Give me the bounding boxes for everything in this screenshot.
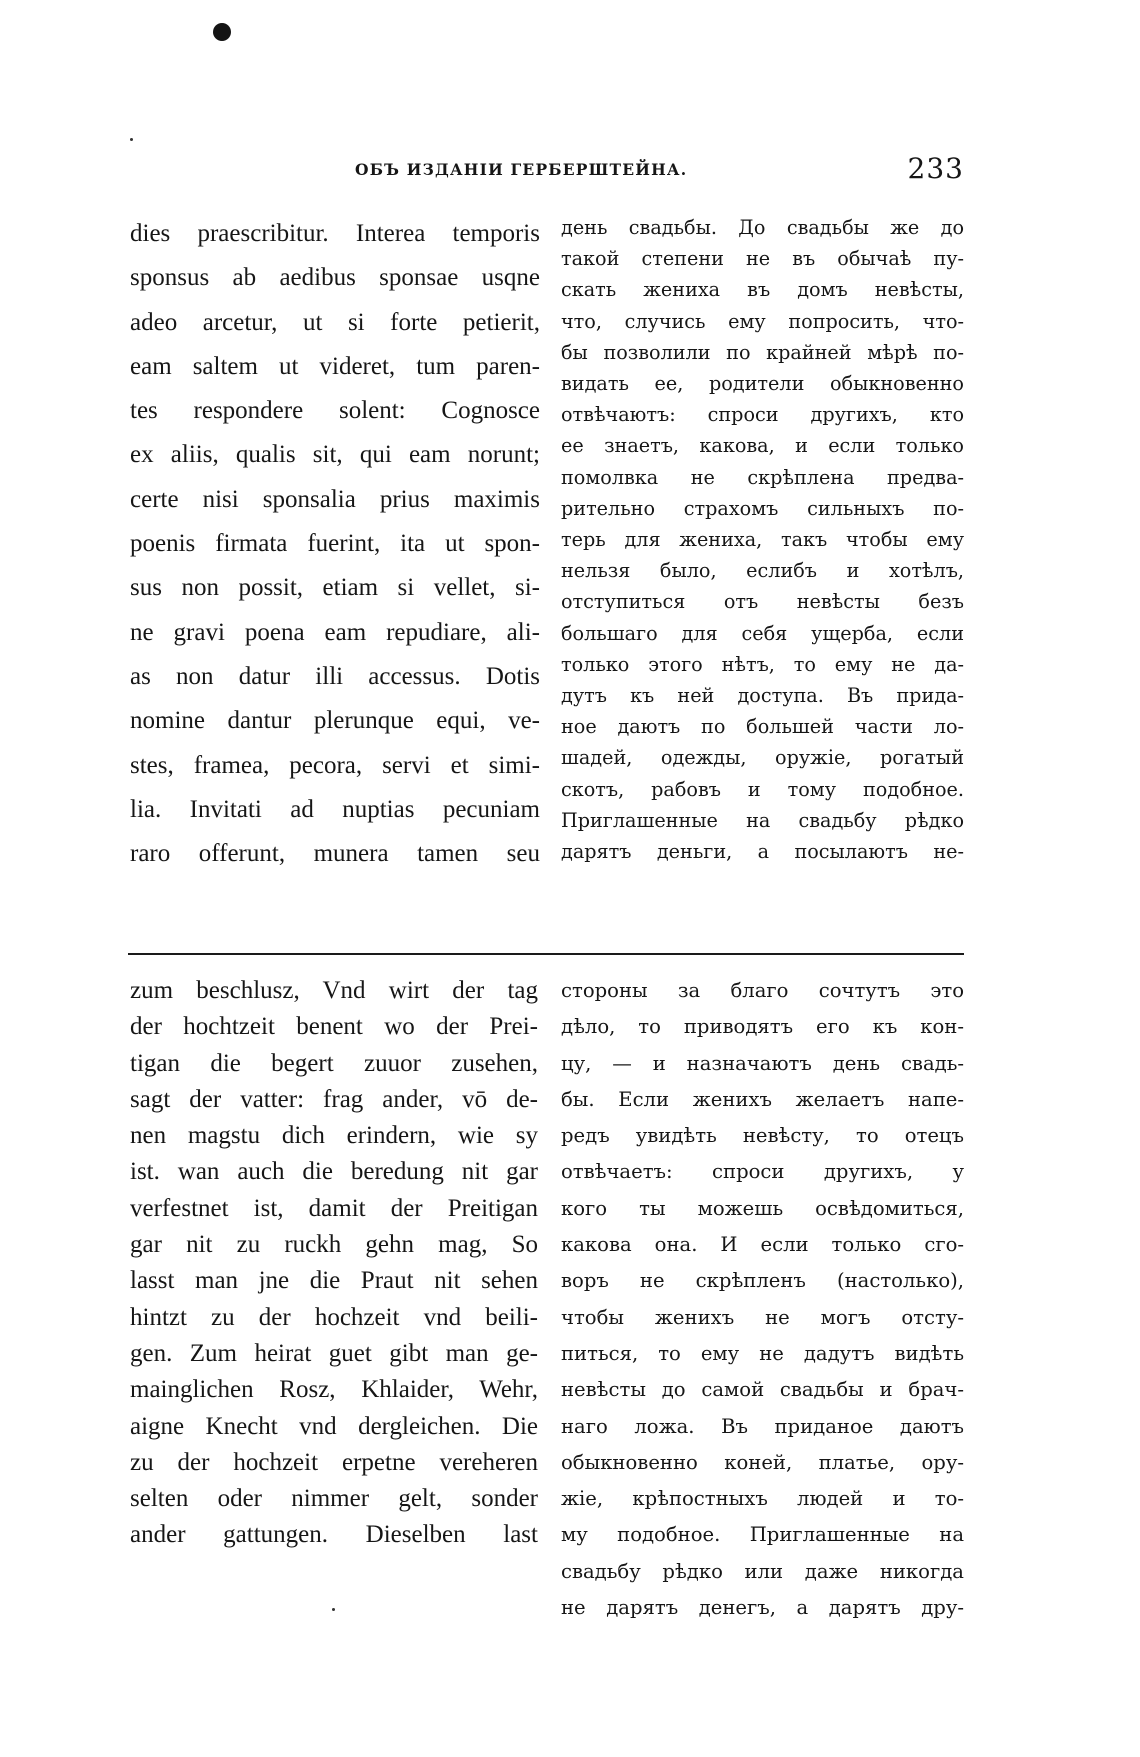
text-line: терь для жениха, такъ чтобы ему	[561, 528, 964, 552]
text-line: ex aliis, qualis sit, qui eam norunt;	[130, 441, 540, 469]
text-line: отступиться отъ невѣсты безъ	[561, 590, 964, 614]
text-line: не дарятъ денегъ, а дарятъ дру-	[561, 1596, 964, 1620]
text-line: nen magstu dich erindern, wie sy	[130, 1122, 538, 1150]
text-line: только этого нѣтъ, то ему не да-	[561, 652, 964, 676]
ink-speck	[130, 138, 133, 141]
text-line: бы позволили по крайней мѣрѣ по-	[561, 340, 964, 364]
text-line: verfestnet ist, damit der Preitigan	[130, 1194, 538, 1222]
text-line: poenis firmata fuerint, ita ut spon-	[130, 530, 540, 558]
russian-translation-bottom-column	[561, 973, 964, 1626]
text-line: наго ложа. Въ приданое даютъ	[561, 1414, 964, 1438]
text-line: aigne Knecht vnd dergleichen. Die	[130, 1412, 538, 1440]
text-line: отвѣчаетъ: спроси другихъ, у	[561, 1160, 964, 1184]
text-line: ее знаетъ, какова, и если только	[561, 434, 964, 458]
text-line: му подобное. Приглашенные на	[561, 1523, 964, 1547]
text-line: дѣло, то приводятъ его къ кон-	[561, 1015, 964, 1039]
latin-column	[130, 212, 540, 876]
running-title: ОБЪ ИЗДАНІИ ГЕРБЕРШТЕЙНА.	[355, 160, 688, 179]
text-line: бы. Если женихъ желаетъ напе-	[561, 1087, 964, 1111]
text-line: питься, то ему не дадутъ видѣть	[561, 1341, 964, 1365]
text-line: ное даютъ по большей части ло-	[561, 715, 964, 739]
text-line: certe nisi sponsalia prius maximis	[130, 485, 540, 513]
text-line: dies praescribitur. Interea temporis	[130, 220, 540, 247]
text-line: raro offerunt, munera tamen seu	[130, 840, 540, 868]
text-line: скать жениха въ домъ невѣсты,	[561, 278, 964, 302]
text-line: стороны за благо сочтутъ это	[561, 979, 964, 1002]
text-line: sponsus ab aedibus sponsae usqne	[130, 264, 540, 292]
text-line: какова она. И если только сго-	[561, 1233, 964, 1257]
text-line: такой степени не въ обычаѣ пу-	[561, 247, 964, 271]
text-line: adeo arcetur, ut si forte petierit,	[130, 308, 540, 336]
text-line: nomine dantur plerunque equi, ve-	[130, 707, 540, 735]
text-line: большаго для себя ущерба, если	[561, 621, 964, 645]
text-line: редъ увидѣть невѣсту, то отецъ	[561, 1124, 964, 1148]
text-line: скотъ, рабовъ и тому подобное.	[561, 777, 964, 801]
text-line: шадей, одежды, оружіе, рогатый	[561, 746, 964, 770]
text-line: жіе, крѣпостныхъ людей и то-	[561, 1487, 964, 1511]
text-line: обыкновенно коней, платье, ору-	[561, 1450, 964, 1474]
text-line: нельзя было, еслибъ и хотѣлъ,	[561, 559, 964, 583]
ink-blot	[213, 23, 231, 41]
text-line: чтобы женихъ не могъ отсту-	[561, 1305, 964, 1329]
page-header	[128, 150, 964, 190]
section-divider	[128, 953, 964, 955]
text-line: sus non possit, etiam si vellet, si-	[130, 574, 540, 602]
german-column	[130, 973, 538, 1554]
text-line: воръ не скрѣпленъ (настолько),	[561, 1269, 964, 1293]
text-line: отвѣчаютъ: спроси другихъ, кто	[561, 403, 964, 427]
text-line: tigan die begert zuuor zusehen,	[130, 1049, 538, 1077]
text-line: день свадьбы. До свадьбы же до	[561, 216, 964, 239]
text-line: ist. wan auch die beredung nit gar	[130, 1158, 538, 1186]
text-line: sagt der vatter: frag ander, vō de-	[130, 1085, 538, 1113]
text-line: видать ее, родители обыкновенно	[561, 372, 964, 396]
text-line: lasst man jne die Praut nit sehen	[130, 1267, 538, 1295]
text-line: свадьбу рѣдко или даже никогда	[561, 1559, 964, 1583]
text-line: gar nit zu ruckh gehn mag, So	[130, 1231, 538, 1259]
text-line: tes respondere solent: Cognosce	[130, 397, 540, 425]
text-line: кого ты можешь освѣдомиться,	[561, 1196, 964, 1220]
text-line: zum beschlusz, Vnd wirt der tag	[130, 977, 538, 1004]
text-line: selten oder nimmer gelt, sonder	[130, 1485, 538, 1513]
text-line: lia. Invitati ad nuptias pecuniam	[130, 795, 540, 823]
russian-translation-top-column	[561, 212, 964, 867]
ink-speck	[332, 1608, 335, 1611]
text-line: дутъ къ ней доступа. Въ прида-	[561, 684, 964, 708]
text-line: невѣсты до самой свадьбы и брач-	[561, 1378, 964, 1402]
text-line: цу, — и назначаютъ день свадь-	[561, 1051, 964, 1075]
page-number: 233	[907, 152, 964, 185]
text-line: помолвка не скрѣплена предва-	[561, 465, 964, 489]
text-line: hintzt zu der hochzeit vnd beili-	[130, 1303, 538, 1331]
text-line: stes, framea, pecora, servi et simi-	[130, 751, 540, 779]
text-line: eam saltem ut videret, tum paren-	[130, 352, 540, 380]
text-line: ander gattungen. Dieselben last	[130, 1521, 538, 1549]
text-line: дарятъ деньги, а посылаютъ не-	[561, 840, 964, 864]
text-line: der hochtzeit benent wo der Prei-	[130, 1013, 538, 1041]
text-line: что, случись ему попросить, что-	[561, 309, 964, 333]
text-line: as non datur illi accessus. Dotis	[130, 662, 540, 690]
text-line: zu der hochzeit erpetne vereheren	[130, 1448, 538, 1476]
text-line: mainglichen Rosz, Khlaider, Wehr,	[130, 1376, 538, 1404]
text-line: Приглашенные на свадьбу рѣдко	[561, 808, 964, 832]
text-line: рительно страхомъ сильныхъ по-	[561, 496, 964, 520]
text-line: gen. Zum heirat guet gibt man ge-	[130, 1339, 538, 1367]
text-line: ne gravi poena eam repudiare, ali-	[130, 618, 540, 646]
